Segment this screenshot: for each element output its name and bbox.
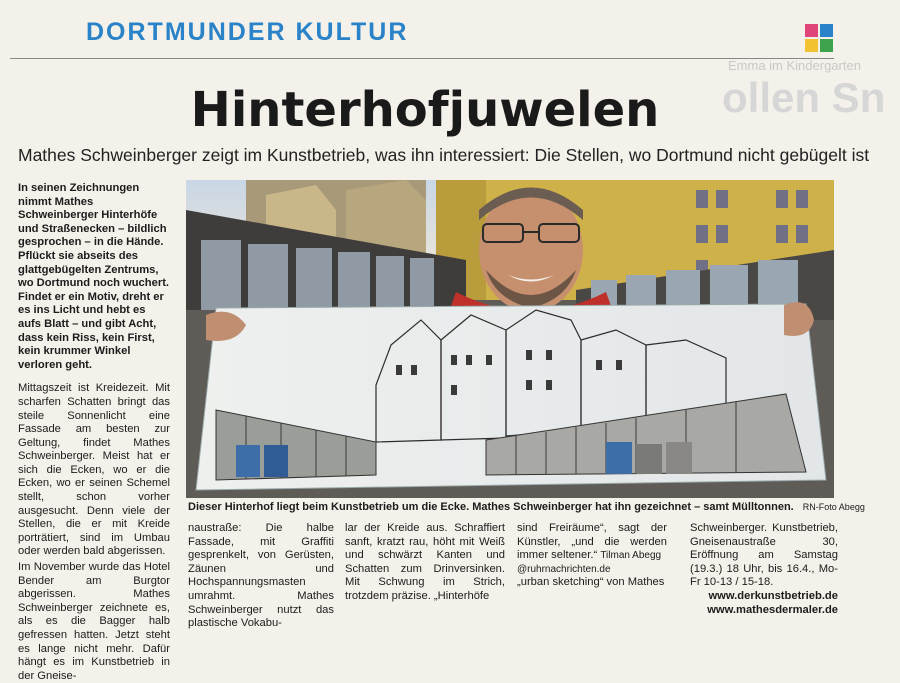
article-photo: [186, 180, 834, 498]
logo-tile: [805, 39, 818, 52]
top-rule: [10, 58, 834, 59]
logo-tile: [805, 24, 818, 37]
author-email: @ruhrnachrichten.de: [517, 563, 611, 575]
photo-artist-with-drawing: [186, 180, 834, 498]
logo-tile: [820, 24, 833, 37]
column-3: lar der Kreide aus. Schraffiert sanft, kratzt rau, höht mit Weiß und schwärzt Kanten und Schatten zum Drinversinken. Mit Schwung im Strich, trotzdem präzise. „Hinterhöfe: [345, 522, 505, 602]
left-column: [18, 182, 170, 683]
column-4-text: sind Freiräume“, sagt der Künstler, „und die werden immer seltener.“: [517, 522, 667, 562]
event-info: Schweinberger. Kunstbetrieb, Gneisenaustraße 30, Eröffnung am Samstag (19.3.) 18 Uhr, bis 16.4., Mo-Fr 10-13 / 15-18.: [690, 522, 838, 589]
photo-caption: [188, 501, 865, 513]
logo-tile: [820, 39, 833, 52]
section-title: DORTMUNDER KULTUR: [86, 18, 409, 46]
website-link[interactable]: www.mathesdermaler.de: [707, 603, 838, 616]
lead-paragraph: In seinen Zeichnungen nimmt Mathes Schweinberger Hinterhöfe und Straßenecken – bildlich gesprochen – in die Hände. Pflückt sie abseits des glattgebügelten Zentrums, wo Dortmund noch wuchert. Findet er ein Motiv, dreht er es ins Licht und hebt es aufs Blatt – und gibt Acht, dass kein Riss, kein First, kein krummer Winkel verloren geht.: [18, 182, 170, 371]
headline: Hinterhofjuwelen: [190, 82, 660, 138]
bleed-through-headline: ollen Sn: [722, 74, 886, 121]
column-4: [517, 522, 667, 590]
newspaper-logo-icon: [805, 24, 833, 52]
body-paragraph: Mittagszeit ist Kreidezeit. Mit scharfen Schatten bringt das steile Sonnenlicht eine Fassade am besten zur Geltung, findet Mathes Schweinberger. Meist hat er sich die Ecken, wo er die Ecken, wo er seinen Schemel stellt, schon vorher ausgesucht. Denn viele der Stellen, die er mit Kreide porträtiert, sind im Umbau oder werden bald abgerissen.: [18, 382, 170, 558]
caption-text: Dieser Hinterhof liegt beim Kunstbetrieb um die Ecke. Mathes Schweinberger hat ihn gezeichnet – samt Mülltonnen.: [188, 501, 794, 513]
body-paragraph: Im November wurde das Hotel Bender am Burgtor abgerissen. Mathes Schweinberger zeichnete es, als es die Bagger halb gefressen hatten. Jetzt steht es lange nicht mehr. Dafür hängt es im Kunstbetrieb in der Gneise-: [18, 561, 170, 682]
bleed-through-text: Emma im Kindergarten: [728, 58, 861, 73]
author-name: Tilman Abegg: [600, 550, 662, 562]
subheadline: Mathes Schweinberger zeigt im Kunstbetrieb, was ihn interessiert: Die Stellen, wo Dortmund nicht gebügelt ist: [18, 145, 870, 165]
website-link[interactable]: www.derkunstbetrieb.de: [708, 589, 838, 602]
column-5: [690, 522, 838, 617]
photo-credit: RN-Foto Abegg: [802, 502, 865, 512]
column-2: naustraße: Die halbe Fassade, mit Graffiti gesprenkelt, von Gerüsten, Zäunen und Hochspannungsmasten umrahmt. Mathes Schweinberger nutzt das plastische Vokabu-: [188, 522, 334, 630]
column-4-tail: „urban sketching“ von Mathes: [517, 576, 665, 589]
